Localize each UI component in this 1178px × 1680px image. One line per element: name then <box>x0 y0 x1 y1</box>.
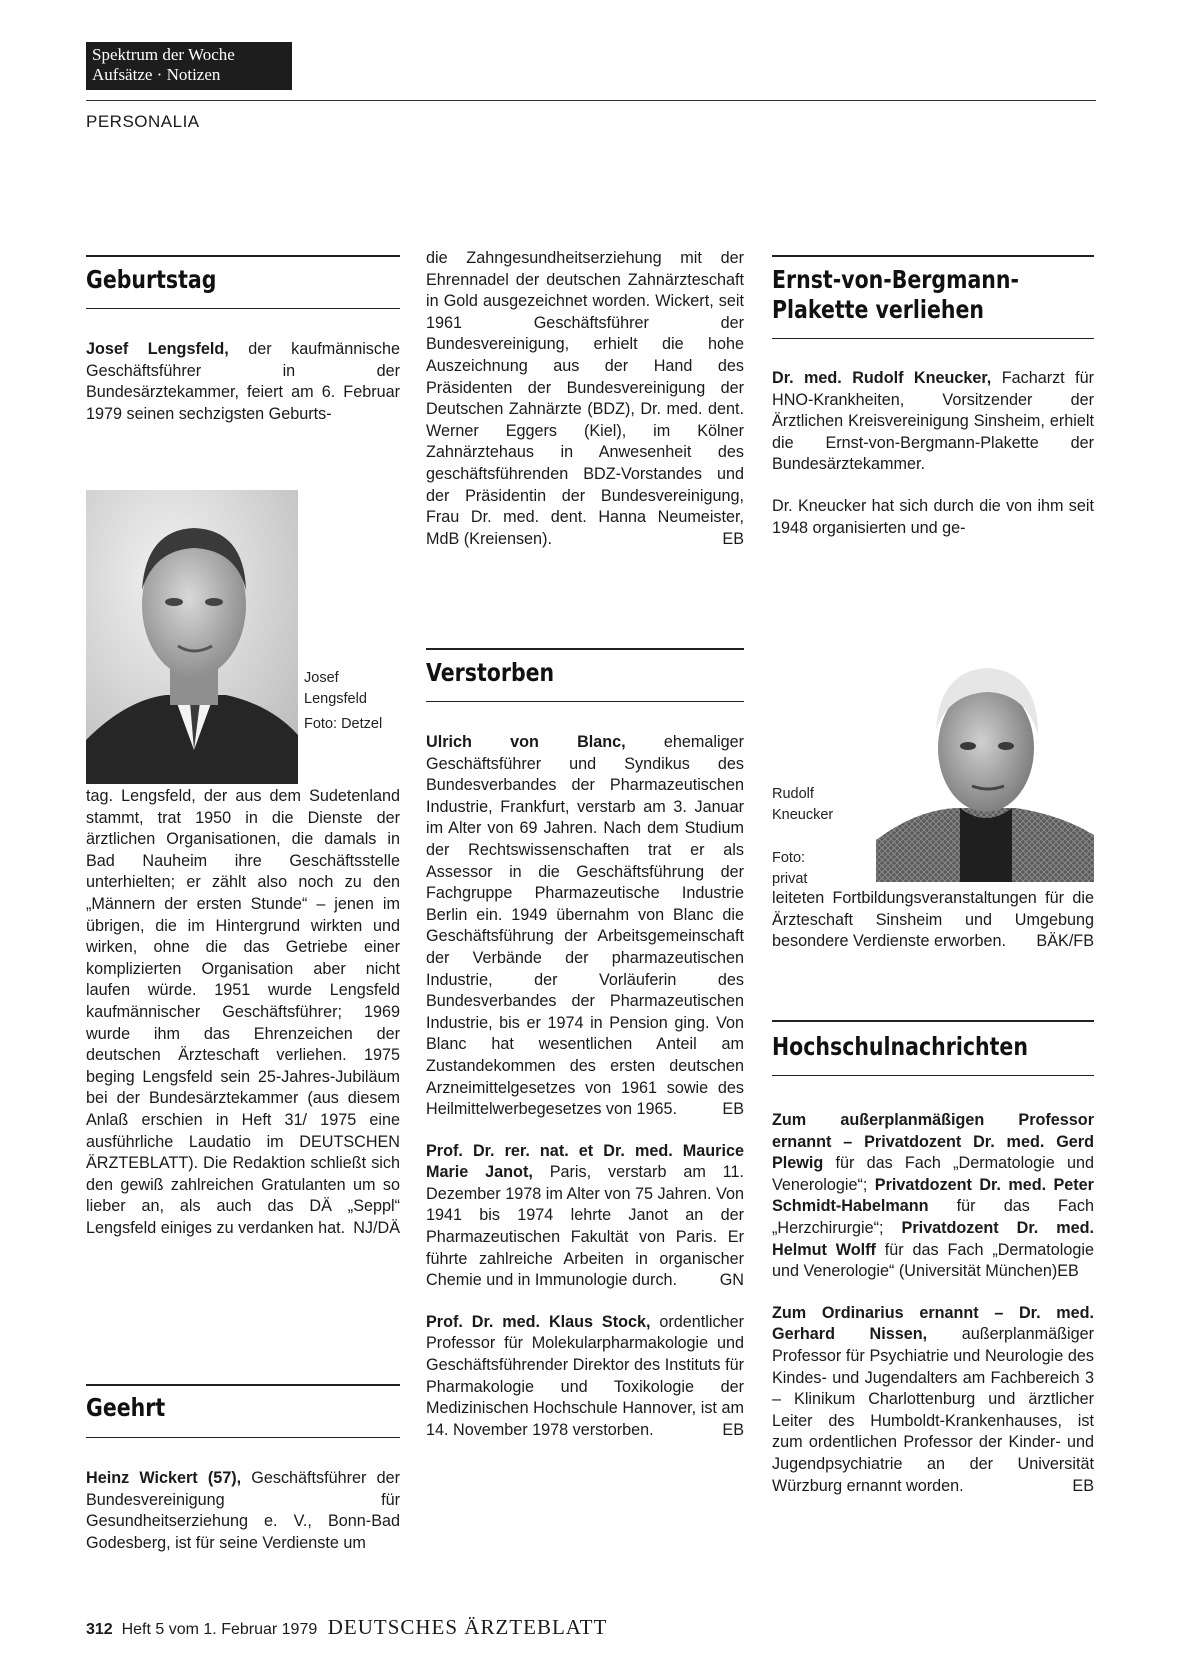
signature: EB <box>722 1420 744 1439</box>
continuation-text: leiteten Fortbildungsveranstaltungen für die Ärzteschaft Sinsheim und Umgebung besondere Verdienste erworben. <box>772 889 1094 951</box>
continuation-text: die Zahngesundheitserziehung mit der Ehrennadel der deutschen Zahnärzteschaft in Gold ausgezeichnet worden. Wickert, seit 1961 Geschäftsführer der Bundesvereinigung, erhielt die hohe Auszeichnung aus der Hand des Präsidenten der Bundesvereinigung der Deutschen Zahnärzte (BDZ), Dr. med. dent. Werner Eggers (Kiel), im Kölner Zahnärztehaus in Anwesenheit des geschäftsführenden BDZ-Vorstandes und der Präsidentin der Bundesvereinigung, Frau Dr. med. dent. Hanna Neumeister, MdB (Kreiensen). <box>426 249 744 548</box>
body-text: Facharzt für HNO-Krankheiten, Vorsitzender der Ärztlichen Kreisvereinigung Sinsheim, erhielt die Ernst-von-Bergmann-Plakette der Bundesärztekammer. <box>772 369 1094 474</box>
appointment-wolff: Privatdozent Dr. med. Helmut Wolff <box>772 1218 1094 1259</box>
signature: BÄK/FB <box>1036 932 1094 951</box>
person-name: Josef Lengsfeld, <box>86 340 229 358</box>
rule-verstorben-top <box>426 648 744 650</box>
heading-plakette-2: Plakette verliehen <box>772 295 984 324</box>
signature: EB <box>722 529 744 548</box>
body-text: außerplanmäßiger Professor für Psychiatrie und Neurologie des Kindes- und Jugendalters am Fachbereich 3 – Klinikum Charlottenburg und ärztlicher Leiter des Humboldt-Krankenhauses, ist zum ordentlichen Professor der Kinder- und Jugendpsychiatrie an der Universität Würzburg ernannt worden. <box>772 1325 1094 1495</box>
caption-kneucker: Rudolf Kneucker <box>772 786 834 823</box>
section-title: PERSONALIA <box>86 112 200 131</box>
verstorben-entries <box>426 732 744 1441</box>
appointment-plewig: Zum außerplanmäßigen Professor ernannt – Privatdozent Dr. med. Gerd Plewig <box>772 1111 1094 1173</box>
credit-lengsfeld: Foto: Detzel <box>304 716 383 732</box>
rule-geburtstag-top <box>86 255 400 257</box>
caption-lengsfeld: Josef Lengsfeld <box>304 670 367 707</box>
plakette-body <box>772 368 1094 539</box>
geburtstag-intro <box>86 339 400 425</box>
heading-geehrt: Geehrt <box>86 1393 166 1422</box>
person-name: Heinz Wickert (57), <box>86 1469 242 1487</box>
hochschul-body <box>772 1110 1094 1497</box>
geehrt-body <box>86 1468 400 1554</box>
signature: NJ/DÄ <box>353 1218 400 1237</box>
appointment-nissen: Zum Ordinarius ernannt – Dr. med. Gerhard Nissen, <box>772 1303 1094 1344</box>
entry-stock <box>426 1312 744 1442</box>
geehrt-continuation <box>426 248 744 550</box>
signature: GN <box>719 1271 744 1290</box>
plakette-continuation <box>772 888 1094 953</box>
entry-text: ehemaliger Geschäftsführer und Syndikus des Bundesverbandes der Pharmazeutischen Industrie, Frankfurt, verstarb am 3. Januar im Alter von 69 Jahren. Nach dem Studium der Rechtswissenschaften trat er als Assessor in die Geschäftsführung der Fachgruppe Pharmazeutische Industrie Berlin ein. 1949 übernahm von Blanc die Geschäftsführung der Arbeitsgemeinschaft der Verbände der pharmazeutischen Industrie, der Vorläuferin des Bundesverbandes der Pharmazeutischen Industrie, bis er 1974 in Pension ging. Von Blanc hat wesentlichen Anteil am Zustandekommen des ersten deutschen Arzneimittelgesetzes von 1961 sowie des Heilmittelwerbegesetzes von 1965. <box>426 733 744 1119</box>
photo-kneucker <box>876 650 1094 882</box>
person-name: Prof. Dr. med. Klaus Stock, <box>426 1312 651 1331</box>
signature: EB <box>1072 1476 1094 1495</box>
body-text: tag. Lengsfeld, der aus dem Sudetenland stammt, trat 1950 in die Dienste der ärztlichen Organisationen, die damals in Bad Nauheim ihre Geschäftsstelle unterhielten; er zählt also noch zu den „Männern der ersten Stunde“ – jenen im übrigen, die im Hintergrund wirkten und wirken, ohne die das Getriebe einer komplizierten Organisation aber nicht laufen würde. 1951 wurde Lengsfeld kaufmännischer Geschäftsführer; 1969 wurde ihm das Ehrenzeichen der deutschen Ärzteschaft verliehen. 1975 beging Lengsfeld sein 25-Jahres-Jubiläum bei der Bundesärztekammer (aus diesem Anlaß erschien in Heft 31/ 1975 eine ausführliche Laudatio im DEUTSCHEN ÄRZTEBLATT). Die Redaktion schließt sich den gewiß zahlreichen Gratulanten um so lieber an, als auch das DÄ „Seppl“ Lengsfeld einiges zu verdanken hat. <box>86 787 400 1237</box>
appointments-paragraph <box>772 1110 1094 1283</box>
heading-hochschul: Hochschulnachrichten <box>772 1032 1028 1061</box>
photo-lengsfeld <box>86 490 298 784</box>
heading-verstorben: Verstorben <box>426 658 555 687</box>
person-name: Prof. Dr. rer. nat. et Dr. med. Maurice Marie Janot, <box>426 1141 744 1182</box>
intro-text: der kaufmännische Geschäftsführer in der Bundesärztekammer, feiert am 6. Februar 1979 seinen sechzigsten Geburts- <box>86 340 400 423</box>
ordinarius-paragraph <box>772 1303 1094 1497</box>
person-name: Dr. med. Rudolf Kneucker, <box>772 369 992 387</box>
rule-geehrt-bottom <box>86 1437 400 1438</box>
signature: EB <box>722 1100 744 1119</box>
appointment-schmidt-habelmann: Privatdozent Dr. med. Peter Schmidt-Habelmann <box>772 1175 1094 1216</box>
issue-info: Heft 5 vom 1. Februar 1979 <box>121 1621 318 1638</box>
subject-text: für das Fach „Dermatologie und Venerologie“ (Universität München)EB <box>772 1240 1094 1281</box>
body-text-2: Dr. Kneucker hat sich durch die von ihm seit 1948 organisierten und ge- <box>772 496 1094 537</box>
badge-line-2: Aufsätze · Notizen <box>92 65 221 84</box>
subject-text: für das Fach „Herzchirurgie“; <box>772 1197 1094 1237</box>
entry-von-blanc <box>426 732 744 1121</box>
entry-text: Paris, verstarb am 11. Dezember 1978 im Alter von 75 Jahren. Von 1941 bis 1974 lehrte Janot an der Pharmazeutischen Fakultät von Paris. Er führte zahlreiche Arbeiten in organischer Chemie und in Immunologie durch. <box>426 1163 744 1290</box>
rule-plakette-top <box>772 255 1094 257</box>
rule-hochschul-top <box>772 1020 1094 1022</box>
section-badge <box>86 42 292 90</box>
subject-text: für das Fach „Dermatologie und Venerologie“; <box>772 1154 1094 1194</box>
portrait-image <box>86 490 298 784</box>
page-number: 312 <box>86 1621 113 1638</box>
geburtstag-body <box>86 786 400 1239</box>
header-rule <box>86 100 1096 101</box>
person-name: Ulrich von Blanc, <box>426 733 626 751</box>
credit-kneucker: Foto: privat <box>772 850 808 887</box>
rule-geburtstag-bottom <box>86 308 400 309</box>
entry-text: ordentlicher Professor für Molekularpharmakologie und Geschäftsführender Direktor des Instituts für Pharmakologie und Toxikologie der Medizinischen Hochschule Hannover, ist am 14. November 1978 verstorben. <box>426 1312 744 1439</box>
rule-geehrt-top <box>86 1384 400 1386</box>
body-text: Geschäftsführer der Bundesvereinigung für Gesundheitserziehung e. V., Bonn-Bad Godesberg, ist für seine Verdienste um <box>86 1469 400 1552</box>
page-footer <box>86 1615 607 1640</box>
entry-janot <box>426 1141 744 1292</box>
rule-plakette-bottom <box>772 338 1094 339</box>
heading-plakette-1: Ernst-von-Bergmann- <box>772 265 1019 294</box>
portrait-image <box>876 650 1094 882</box>
masthead: DEUTSCHES ÄRZTEBLATT <box>327 1615 608 1639</box>
badge-line-1: Spektrum der Woche <box>92 45 235 64</box>
heading-geburtstag: Geburtstag <box>86 265 217 294</box>
rule-hochschul-bottom <box>772 1075 1094 1076</box>
rule-verstorben-bottom <box>426 701 744 702</box>
